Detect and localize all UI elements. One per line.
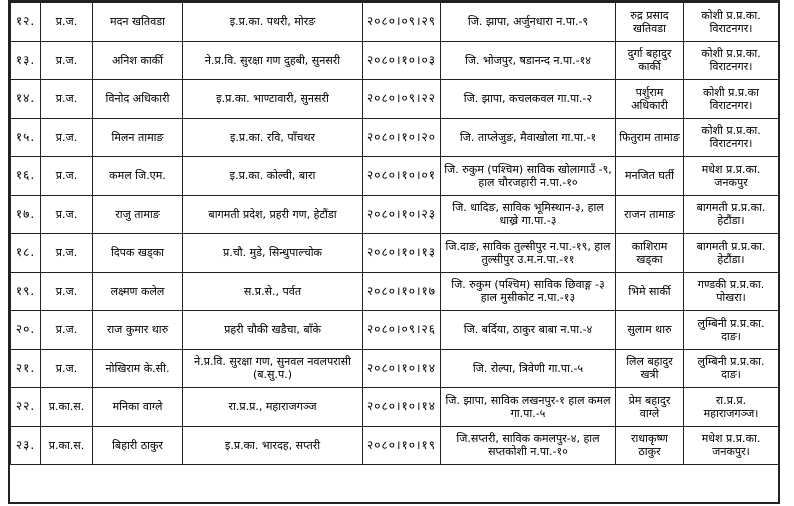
posting-unit: इ.प्र.का. भारदह, सप्तरी (183, 426, 363, 465)
table-row (11, 80, 779, 119)
posting-unit: रा.प्र.प्र., महाराजगञ्ज (183, 388, 363, 427)
permanent-address: जि. धादिङ, साविक भूमिस्थान-३, हाल धाख्रे गा.पा.-३ (441, 195, 616, 234)
posting-unit: इ.प्र.का. भाण्टावारी, सुनसरी (183, 80, 363, 119)
rank: प्र.ज. (41, 349, 93, 388)
table-row (11, 3, 779, 42)
date: २०८०।०९।२२ (363, 80, 441, 119)
table-row (11, 234, 779, 273)
provincial-office: मधेश प्र.प्र.का. जनकपुर। (684, 426, 779, 465)
date: २०८०।१०।०१ (363, 157, 441, 196)
table-body (11, 3, 779, 465)
permanent-address: जि.दाङ, साविक तुल्सीपुर न.पा.-१९, हाल तुल्सीपुर उ.म.न.पा.-११ (441, 234, 616, 273)
rank: प्र.ज. (41, 3, 93, 42)
person-name: दिपक खड्का (93, 234, 183, 273)
provincial-office: लुम्बिनी प्र.प्र.का. दाङ। (684, 311, 779, 350)
guardian-name: लिल बहादुर खत्री (616, 349, 684, 388)
provincial-office: लुम्बिनी प्र.प्र.का. दाङ। (684, 349, 779, 388)
table-row (11, 195, 779, 234)
permanent-address: जि. झापा, कचलकवल गा.पा.-२ (441, 80, 616, 119)
guardian-name: मनजित घर्ती (616, 157, 684, 196)
guardian-name: प्रेम बहादुर वाग्ले (616, 388, 684, 427)
table-row (11, 41, 779, 80)
provincial-office: बागमती प्र.प्र.का. हेटौंडा। (684, 234, 779, 273)
personnel-table (10, 2, 779, 465)
date: २०८०।१०।१७ (363, 272, 441, 311)
permanent-address: जि. झापा, अर्जुनधारा न.पा.-९ (441, 3, 616, 42)
serial-number: १३. (11, 41, 41, 80)
serial-number: १६. (11, 157, 41, 196)
rank: प्र.ज. (41, 234, 93, 273)
date: २०८०।१०।१४ (363, 388, 441, 427)
guardian-name: दुर्गा बहादुर कार्की (616, 41, 684, 80)
permanent-address: जि. रोल्पा, त्रिवेणी गा.पा.-५ (441, 349, 616, 388)
posting-unit: इ.प्र.का. रवि, पाँचथर (183, 118, 363, 157)
rank: प्र.ज. (41, 118, 93, 157)
person-name: विनोद अधिकारी (93, 80, 183, 119)
rank: प्र.का.स. (41, 426, 93, 465)
posting-unit: प्रहरी चौकी खडैचा, बाँके (183, 311, 363, 350)
table-row (11, 157, 779, 196)
permanent-address: जि.सप्तरी, साविक कमलपुर-४, हाल सप्तकोशी न.पा.-१० (441, 426, 616, 465)
provincial-office: कोशी प्र.प्र.का. विराटनगर। (684, 118, 779, 157)
table-row (11, 388, 779, 427)
person-name: लक्ष्मण कलेल (93, 272, 183, 311)
posting-unit: स.प्र.से., पर्वत (183, 272, 363, 311)
person-name: मनिका वाग्ले (93, 388, 183, 427)
table-row (11, 426, 779, 465)
serial-number: १९. (11, 272, 41, 311)
permanent-address: जि. ताप्लेजुङ, मैवाखोला गा.पा.-१ (441, 118, 616, 157)
provincial-office: कोशी प्र.प्र.का विराटनगर। (684, 80, 779, 119)
person-name: कमल जि.एम. (93, 157, 183, 196)
date: २०८०।०९।२६ (363, 311, 441, 350)
table-row (11, 349, 779, 388)
date: २०८०।१०।१४ (363, 349, 441, 388)
person-name: राजु तामाङ (93, 195, 183, 234)
provincial-office: गण्डकी प्र.प्र.का. पोखरा। (684, 272, 779, 311)
serial-number: २३. (11, 426, 41, 465)
guardian-name: राजन तामाङ (616, 195, 684, 234)
serial-number: २०. (11, 311, 41, 350)
date: २०८०।१०।२० (363, 118, 441, 157)
posting-unit: इ.प्र.का. कोल्वी, बारा (183, 157, 363, 196)
table-row (11, 118, 779, 157)
guardian-name: काशिराम खड्का (616, 234, 684, 273)
posting-unit: बागमती प्रदेश, प्रहरी गण, हेटौंडा (183, 195, 363, 234)
table-row (11, 311, 779, 350)
guardian-name: सुलाम थारु (616, 311, 684, 350)
rank: प्र.ज. (41, 195, 93, 234)
date: २०८०।१०।१९ (363, 426, 441, 465)
date: २०८०।१०।०३ (363, 41, 441, 80)
guardian-name: राधाकृष्ण ठाकुर (616, 426, 684, 465)
serial-number: १४. (11, 80, 41, 119)
rank: प्र.ज. (41, 80, 93, 119)
rank: प्र.ज. (41, 272, 93, 311)
posting-unit: ने.प्र.वि. सुरक्षा गण दुहबी, सुनसरी (183, 41, 363, 80)
guardian-name: फितुराम तामाङ (616, 118, 684, 157)
rank: प्र.ज. (41, 157, 93, 196)
posting-unit: प्र.चौ. मुडे, सिन्धुपाल्चोक (183, 234, 363, 273)
provincial-office: बागमती प्र.प्र.का. हेटौंडा। (684, 195, 779, 234)
serial-number: १७. (11, 195, 41, 234)
provincial-office: कोशी प्र.प्र.का. विराटनगर। (684, 41, 779, 80)
date: २०८०।०९।२९ (363, 3, 441, 42)
personnel-table-sheet (8, 0, 780, 504)
date: २०८०।१०।२३ (363, 195, 441, 234)
serial-number: २१. (11, 349, 41, 388)
rank: प्र.ज. (41, 41, 93, 80)
rank: प्र.ज. (41, 311, 93, 350)
serial-number: १२. (11, 3, 41, 42)
person-name: मदन खतिवडा (93, 3, 183, 42)
date: २०८०।१०।१३ (363, 234, 441, 273)
person-name: नोखिराम के.सी. (93, 349, 183, 388)
guardian-name: भिमे सार्की (616, 272, 684, 311)
person-name: राज कुमार थारु (93, 311, 183, 350)
permanent-address: जि. भोजपुर, षडानन्द न.पा.-१४ (441, 41, 616, 80)
permanent-address: जि. रुकुम (पश्चिम) साविक खोलागाउँ -९, हाल चौरजहारी न.पा.-१० (441, 157, 616, 196)
guardian-name: रुद्र प्रसाद खतिवडा (616, 3, 684, 42)
person-name: बिहारी ठाकुर (93, 426, 183, 465)
posting-unit: इ.प्र.का. पथरी, मोरङ (183, 3, 363, 42)
provincial-office: कोशी प्र.प्र.का. विराटनगर। (684, 3, 779, 42)
provincial-office: मधेश प्र.प्र.का. जनकपुर (684, 157, 779, 196)
permanent-address: जि. रुकुम (पश्चिम) साविक छिवाङ्ग -३ हाल मुसीकोट न.पा.-१३ (441, 272, 616, 311)
serial-number: १५. (11, 118, 41, 157)
person-name: अनिश कार्की (93, 41, 183, 80)
permanent-address: जि. झापा, साविक लखनपुर-१ हाल कमल गा.पा.-५ (441, 388, 616, 427)
serial-number: २२. (11, 388, 41, 427)
person-name: मिलन तामाङ (93, 118, 183, 157)
rank: प्र.का.स. (41, 388, 93, 427)
guardian-name: पर्शुराम अधिकारी (616, 80, 684, 119)
provincial-office: रा.प्र.प्र. महाराजगञ्ज। (684, 388, 779, 427)
serial-number: १८. (11, 234, 41, 273)
posting-unit: ने.प्र.वि. सुरक्षा गण, सुनवल नवलपरासी (ब.सु.प.) (183, 349, 363, 388)
table-row (11, 272, 779, 311)
permanent-address: जि. बर्दिया, ठाकुर बाबा न.पा.-४ (441, 311, 616, 350)
